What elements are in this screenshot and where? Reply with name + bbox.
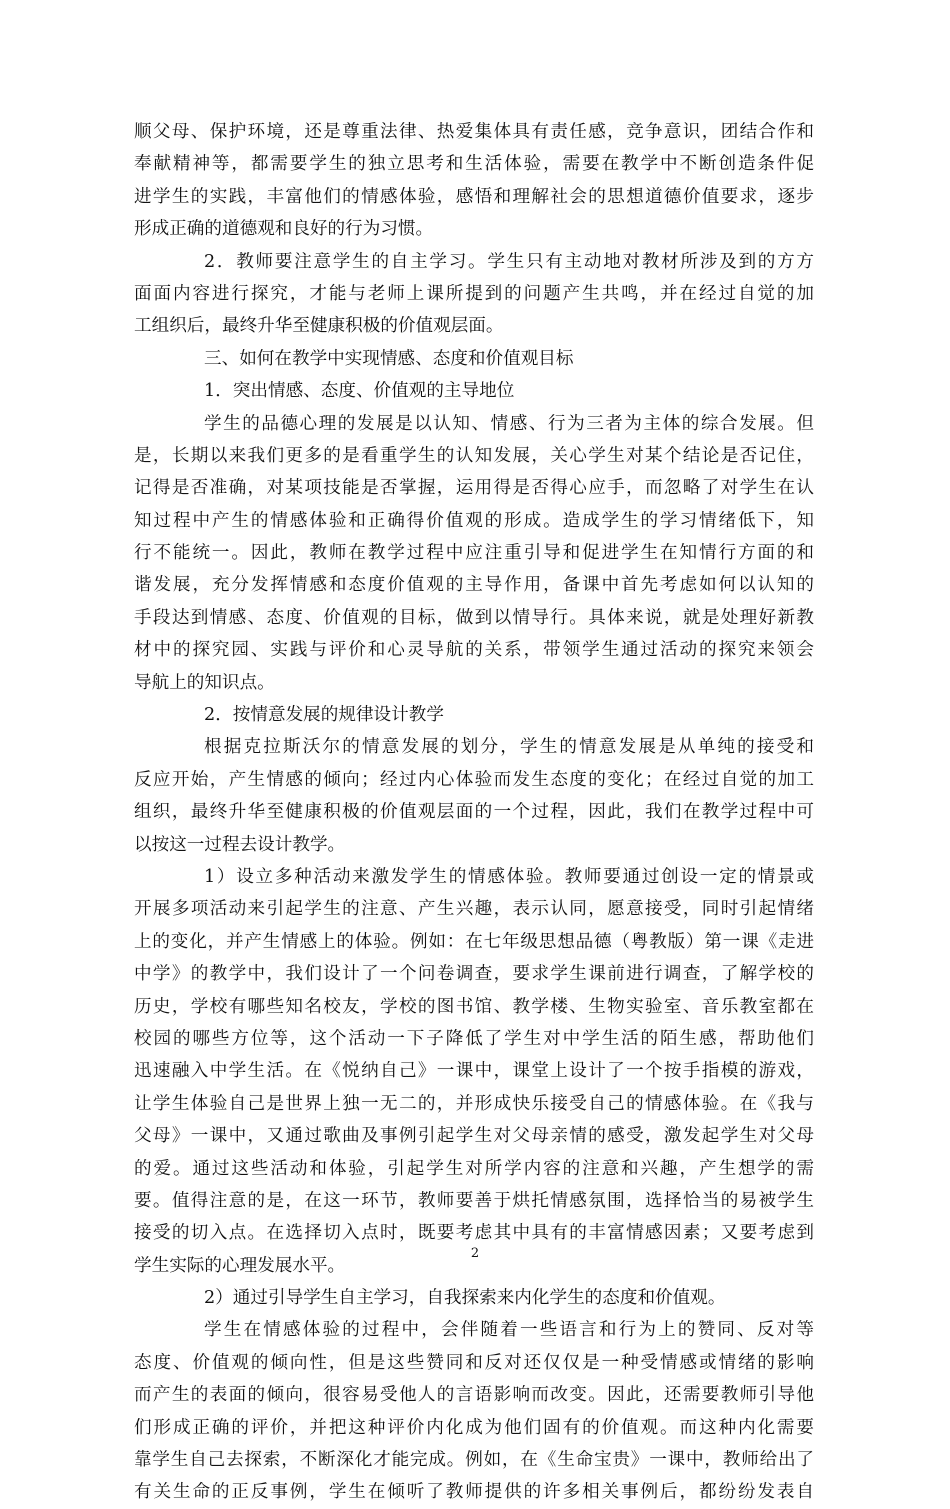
text-line: 谐发展，充分发挥情感和态度价值观的主导作用，备课中首先考虑如何以认知的 xyxy=(134,575,814,596)
page-number: 2 xyxy=(470,1246,480,1261)
text-line: 开展多项活动来引起学生的注意、产生兴趣，表示认同，愿意接受，同时引起情绪 xyxy=(134,899,814,920)
text-line: 2．按情意发展的规律设计教学 xyxy=(204,705,444,726)
text-line: 手段达到情感、态度、价值观的目标，做到以情导行。具体来说，就是处理好新教 xyxy=(134,607,814,628)
text-line: 靠学生自己去探索，不断深化才能完成。例如，在《生命宝贵》一课中，教师给出了 xyxy=(134,1450,814,1471)
text-line: 有关生命的正反事例，学生在倾听了教师提供的许多相关事例后，都纷纷发表自 xyxy=(134,1482,814,1503)
text-line: 们形成正确的评价，并把这种评价内化成为他们固有的价值观。而这种内化需要 xyxy=(134,1417,814,1438)
text-line: 根据克拉斯沃尔的情意发展的划分，学生的情意发展是从单纯的接受和 xyxy=(204,737,814,758)
text-line: 2）通过引导学生自主学习，自我探索来内化学生的态度和价值观。 xyxy=(204,1288,726,1309)
document-body xyxy=(134,116,814,1509)
text-line: 组织，最终升华至健康积极的价值观层面的一个过程，因此，我们在教学过程中可 xyxy=(134,802,814,823)
text-line: 历史，学校有哪些知名校友，学校的图书馆、教学楼、生物实验室、音乐教室都在 xyxy=(134,996,814,1017)
text-line: 迅速融入中学生活。在《悦纳自己》一课中，课堂上设计了一个按手指模的游戏， xyxy=(134,1061,814,1082)
text-line: 导航上的知识点。 xyxy=(134,672,275,693)
text-line: 是，长期以来我们更多的是看重学生的认知发展，关心学生对某个结论是否记住， xyxy=(134,445,814,466)
text-line: 让学生体验自己是世界上独一无二的，并形成快乐接受自己的情感体验。在《我与 xyxy=(134,1093,814,1114)
text-line: 1．突出情感、态度、价值观的主导地位 xyxy=(204,381,515,402)
text-line: 态度、价值观的倾向性，但是这些赞同和反对还仅仅是一种受情感或情绪的影响 xyxy=(134,1352,814,1373)
text-line: 知过程中产生的情感体验和正确得价值观的形成。造成学生的学习情绪低下，知 xyxy=(134,510,814,531)
text-line: 接受的切入点。在选择切入点时，既要考虑其中具有的丰富情感因素；又要考虑到 xyxy=(134,1223,814,1244)
text-line: 而产生的表面的倾向，很容易受他人的言语影响而改变。因此，还需要教师引导他 xyxy=(134,1385,814,1406)
text-line: 工组织后，最终升华至健康积极的价值观层面。 xyxy=(134,316,504,337)
text-line: 材中的探究园、实践与评价和心灵导航的关系，带领学生通过活动的探究来领会 xyxy=(134,640,814,661)
text-line: 要。值得注意的是，在这一环节，教师要善于烘托情感氛围，选择恰当的易被学生 xyxy=(134,1190,814,1211)
text-line: 顺父母、保护环境，还是尊重法律、热爱集体具有责任感，竞争意识，团结合作和 xyxy=(134,122,814,142)
text-line: 进学生的实践，丰富他们的情感体验，感悟和理解社会的思想道德价值要求，逐步 xyxy=(134,186,814,207)
text-line: 中学》的教学中，我们设计了一个问卷调查，要求学生课前进行调查，了解学校的 xyxy=(134,964,814,985)
text-line: 上的变化，并产生情感上的体验。例如：在七年级思想品德（粤教版）第一课《走进 xyxy=(134,931,814,952)
text-line: 学生在情感体验的过程中，会伴随着一些语言和行为上的赞同、反对等 xyxy=(204,1320,814,1341)
text-line: 以按这一过程去设计教学。 xyxy=(134,834,346,855)
text-line: 学生实际的心理发展水平。 xyxy=(134,1255,346,1276)
text-line: 校园的哪些方位等，这个活动一下子降低了学生对中学生活的陌生感，帮助他们 xyxy=(134,1028,814,1049)
text-line: 学生的品德心理的发展是以认知、情感、行为三者为主体的综合发展。但 xyxy=(204,413,814,434)
text-line: 奉献精神等，都需要学生的独立思考和生活体验，需要在教学中不断创造条件促 xyxy=(134,154,814,175)
text-line: 记得是否准确，对某项技能是否掌握，运用得是否得心应手，而忽略了对学生在认 xyxy=(134,478,814,499)
text-line: 形成正确的道德观和良好的行为习惯。 xyxy=(134,219,434,240)
text-line: 父母》一课中，又通过歌曲及事例引起学生对父母亲情的感受，激发起学生对父母 xyxy=(134,1126,814,1147)
text-line: 三、如何在教学中实现情感、态度和价值观目标 xyxy=(204,348,574,369)
text-line: 的爱。通过这些活动和体验，引起学生对所学内容的注意和兴趣，产生想学的需 xyxy=(134,1158,814,1179)
text-line: 1）设立多种活动来激发学生的情感体验。教师要通过创设一定的情景或 xyxy=(204,866,814,887)
text-line: 行不能统一。因此，教师在教学过程中应注重引导和促进学生在知情行方面的和 xyxy=(134,543,814,564)
text-line: 2．教师要注意学生的自主学习。学生只有主动地对教材所涉及到的方方 xyxy=(204,251,814,272)
text-line: 反应开始，产生情感的倾向；经过内心体验而发生态度的变化；在经过自觉的加工 xyxy=(134,769,814,790)
text-line: 面面内容进行探究，才能与老师上课所提到的问题产生共鸣，并在经过自觉的加 xyxy=(134,283,814,304)
